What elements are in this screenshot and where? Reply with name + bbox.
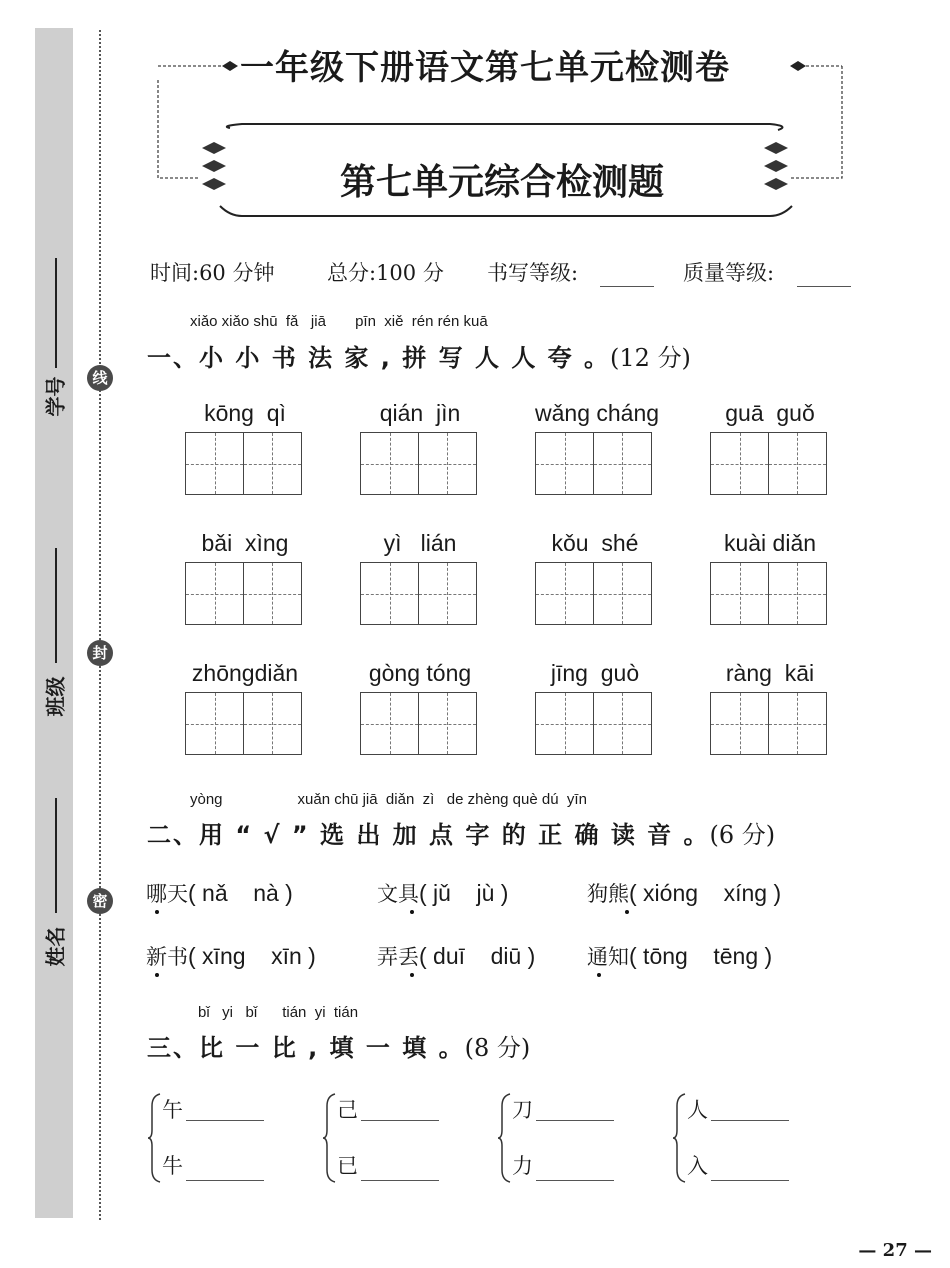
writing-cell[interactable] <box>360 562 419 625</box>
seal-seal-mark: 封 <box>87 640 113 666</box>
q2-choice[interactable]: ( tōng tēng ) <box>629 943 773 969</box>
writing-grade-field[interactable] <box>600 262 654 287</box>
q3-answer-line[interactable] <box>186 1152 264 1181</box>
page-number: — 27 — <box>858 1240 932 1261</box>
q3-heading: 三、比 一 比 , 填 一 填 。(8 分) <box>147 1034 531 1062</box>
writing-cell[interactable] <box>185 432 244 495</box>
writing-grade-label: 书写等级: <box>487 261 579 285</box>
q2-choice[interactable]: ( xióng xíng ) <box>629 880 782 906</box>
writing-cell[interactable] <box>593 692 652 755</box>
brace-icon <box>673 1092 687 1184</box>
writing-cell[interactable] <box>710 432 769 495</box>
q1-word-pinyin: qián jìn <box>379 400 461 426</box>
writing-cell[interactable] <box>418 432 477 495</box>
q1-word-box <box>185 530 305 625</box>
writing-cell[interactable] <box>185 562 244 625</box>
name-label: 姓名 <box>43 926 68 967</box>
writing-cell[interactable] <box>593 432 652 495</box>
q3-char: 已 <box>337 1154 358 1178</box>
total-score-info: 总分:100 分 <box>327 261 444 285</box>
q3-char: 力 <box>512 1154 533 1178</box>
q3-answer-line[interactable] <box>711 1152 789 1181</box>
q3-char: 刀 <box>512 1098 533 1122</box>
q1-word-pinyin: zhōngdiǎn <box>191 660 299 686</box>
q3-answer-line[interactable] <box>361 1152 439 1181</box>
brace-icon <box>323 1092 337 1184</box>
writing-cell[interactable] <box>710 562 769 625</box>
exam-subtitle: 第七单元综合检测题 <box>340 161 665 203</box>
q3-answer-line[interactable] <box>711 1092 789 1121</box>
q3-answer-line[interactable] <box>361 1092 439 1121</box>
q1-word-pinyin: gòng tóng <box>368 660 472 686</box>
q3-answer-line[interactable] <box>536 1092 614 1121</box>
q3-answer-line[interactable] <box>186 1092 264 1121</box>
brace-icon <box>148 1092 162 1184</box>
q3-answer-line[interactable] <box>536 1152 614 1181</box>
q1-word-box <box>710 530 830 625</box>
q2-item: 文具( jǔ jù ) <box>377 880 509 906</box>
student-id-label: 学号 <box>43 376 68 417</box>
q3-char: 人 <box>687 1098 708 1122</box>
q1-word-box <box>360 400 480 495</box>
seal-secret-mark: 密 <box>87 888 113 914</box>
q1-word-pinyin: yì lián <box>383 530 457 556</box>
writing-cell[interactable] <box>768 692 827 755</box>
q1-word-box <box>710 400 830 495</box>
q1-heading: 一、小 小 书 法 家 , 拼 写 人 人 夸 。(12 分) <box>147 344 691 372</box>
q3-pair <box>673 1092 793 1182</box>
q2-heading: 二、用 “ √ ” 选 出 加 点 字 的 正 确 读 音 。(6 分) <box>147 821 776 849</box>
writing-cell[interactable] <box>535 432 594 495</box>
q3-pair <box>323 1092 443 1182</box>
q1-word-pinyin: kuài diǎn <box>723 530 817 556</box>
writing-cell[interactable] <box>593 562 652 625</box>
seal-line-mark: 线 <box>87 365 113 391</box>
name-line <box>55 798 57 913</box>
q2-choice[interactable]: ( duī diū ) <box>419 943 536 969</box>
writing-cell[interactable] <box>535 692 594 755</box>
q3-pair <box>498 1092 618 1182</box>
q1-word-pinyin: ràng kāi <box>725 660 815 686</box>
writing-cell[interactable] <box>185 692 244 755</box>
q1-word-box <box>185 400 305 495</box>
writing-cell[interactable] <box>360 432 419 495</box>
emphasis-dot <box>155 910 159 914</box>
class-line <box>55 548 57 663</box>
q3-heading-pinyin: bǐ yi bǐ tián yi tián <box>198 1004 359 1021</box>
q2-item: 哪天( nǎ nà ) <box>146 880 293 906</box>
q1-word-box <box>360 660 480 755</box>
emphasis-dot <box>410 973 414 977</box>
q2-item: 通知( tōng tēng ) <box>587 943 773 969</box>
cut-line <box>99 30 101 1220</box>
q1-word-pinyin: kōng qì <box>204 400 286 426</box>
q1-word-pinyin: guā guǒ <box>725 400 815 426</box>
emphasis-dot <box>155 973 159 977</box>
writing-cell[interactable] <box>243 432 302 495</box>
q2-heading-pinyin: yòng xuǎn chū jiā diǎn zì de zhèng què dú yīn <box>190 791 587 808</box>
q2-item: 狗熊( xióng xíng ) <box>587 880 782 906</box>
writing-cell[interactable] <box>418 692 477 755</box>
quality-grade-field[interactable] <box>797 262 851 287</box>
emphasis-dot <box>597 973 601 977</box>
time-info: 时间:60 分钟 <box>150 261 275 285</box>
q1-word-box <box>360 530 480 625</box>
writing-cell[interactable] <box>243 692 302 755</box>
q1-word-box <box>710 660 830 755</box>
q1-word-box <box>535 660 655 755</box>
q1-word-pinyin: wǎng cháng <box>535 400 660 426</box>
writing-cell[interactable] <box>418 562 477 625</box>
q3-pair <box>148 1092 268 1182</box>
writing-cell[interactable] <box>710 692 769 755</box>
q1-word-box <box>535 530 655 625</box>
writing-cell[interactable] <box>768 432 827 495</box>
writing-cell[interactable] <box>768 562 827 625</box>
q1-word-pinyin: bǎi xìng <box>201 530 289 556</box>
exam-title: 一年级下册语文第七单元检测卷 <box>240 48 730 88</box>
writing-cell[interactable] <box>535 562 594 625</box>
emphasis-dot <box>410 910 414 914</box>
q3-char: 午 <box>162 1098 183 1122</box>
q1-word-pinyin: kǒu shé <box>551 530 639 556</box>
binding-margin <box>35 28 73 1218</box>
q2-item: 弄丢( duī diū ) <box>377 943 536 969</box>
q1-word-pinyin: jīng guò <box>550 660 640 686</box>
q2-choice[interactable]: ( nǎ nà ) <box>188 880 293 906</box>
class-label: 班级 <box>43 676 68 717</box>
student-id-line <box>55 258 57 368</box>
q2-item: 新书( xīng xīn ) <box>146 943 316 969</box>
emphasis-dot <box>625 910 629 914</box>
q1-heading-pinyin: xiǎo xiǎo shū fǎ jiā pīn xiě rén rén kuā <box>190 313 488 330</box>
writing-cell[interactable] <box>360 692 419 755</box>
q2-choice[interactable]: ( jǔ jù ) <box>419 880 509 906</box>
q3-char: 牛 <box>162 1154 183 1178</box>
q2-choice[interactable]: ( xīng xīn ) <box>188 943 316 969</box>
q3-char: 入 <box>687 1154 708 1178</box>
q1-word-box <box>535 400 660 495</box>
writing-cell[interactable] <box>243 562 302 625</box>
quality-grade-label: 质量等级: <box>683 261 775 285</box>
q3-char: 己 <box>337 1098 358 1122</box>
brace-icon <box>498 1092 512 1184</box>
q1-word-box <box>185 660 305 755</box>
